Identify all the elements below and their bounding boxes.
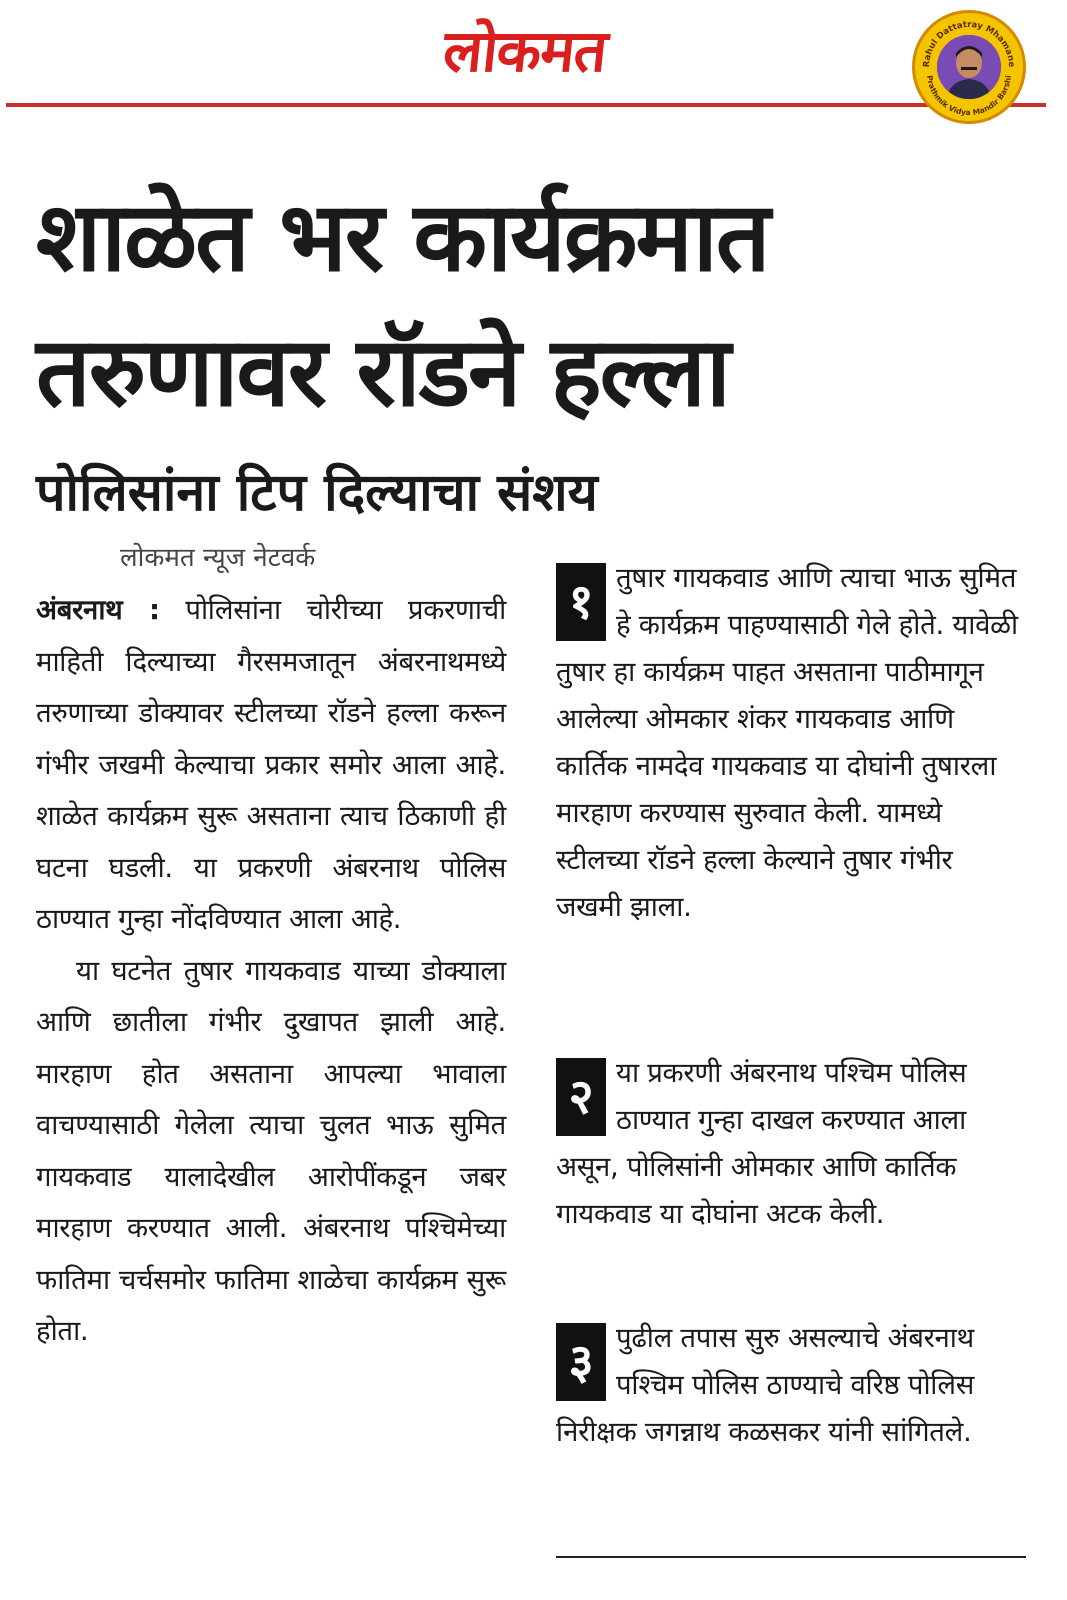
headline xyxy=(36,170,1036,440)
headline-line-2: तरुणावर रॉडने हल्ला xyxy=(36,316,729,428)
point-text: पुढील तपास सुरु असल्याचे अंबरनाथ पश्चिम पोलिस ठाण्याचे वरिष्ठ पोलिस निरीक्षक जगन्नाथ कळसकर यांनी सांगितले. xyxy=(556,1322,975,1448)
badge-name: Rahul Dattatray Mhamane xyxy=(921,19,1017,68)
point-number-badge: ३ xyxy=(556,1323,606,1401)
portrait-avatar xyxy=(937,35,1001,99)
author-badge xyxy=(912,10,1026,124)
point-text: या प्रकरणी अंबरनाथ पश्चिम पोलिस ठाण्यात गुन्हा दाखल करण्यात आला असून, पोलिसांनी ओमकार आणि कार्तिक गायकवाड या दोघांना अटक केली. xyxy=(556,1057,967,1230)
badge-school: Prathmik Vidya Mandir Barshi xyxy=(925,74,1013,118)
bottom-divider xyxy=(556,1556,1026,1558)
masthead-divider xyxy=(6,103,1046,107)
paragraph-1 xyxy=(36,585,506,946)
newspaper-logo: लोकमत xyxy=(440,17,610,85)
point-2 xyxy=(556,1050,1026,1238)
masthead xyxy=(0,0,1067,118)
person-icon xyxy=(937,35,1001,99)
point-1 xyxy=(556,555,1026,931)
dateline-place: अंबरनाथ : xyxy=(36,594,160,626)
point-number-badge: २ xyxy=(556,1058,606,1136)
point-text: तुषार गायकवाड आणि त्याचा भाऊ सुमित हे कार्यक्रम पाहण्यासाठी गेले होते. यावेळी तुषार हा कार्यक्रम पाहत असताना पाठीमागून आलेल्या ओमकार शंकर गायकवाड आणि कार्तिक नामदेव गायकवाड या दोघांनी तुषारला मारहाण करण्यास सुरुवात केली. यामध्ये स्टीलच्या रॉडने हल्ला केल्याने तुषार गंभीर जखमी झाला. xyxy=(556,562,1018,923)
article-body-left xyxy=(36,585,506,1358)
point-number-badge: १ xyxy=(556,563,606,641)
headline-line-1: शाळेत भर कार्यक्रमात xyxy=(36,181,769,293)
subheadline: पोलिसांना टिप दिल्याचा संशय xyxy=(36,463,598,523)
paragraph-1-text: पोलिसांना चोरीच्या प्रकरणाची माहिती दिल्याच्या गैरसमजातून अंबरनाथमध्ये तरुणाच्या डोक्यावर स्टीलच्या रॉडने हल्ला करून गंभीर जखमी केल्याचा प्रकार समोर आला आहे. शाळेत कार्यक्रम सुरू असताना त्याच ठिकाणी ही घटना घडली. या प्रकरणी अंबरनाथ पोलिस ठाण्यात गुन्हा नोंदविण्यात आला आहे. xyxy=(36,594,506,935)
byline: लोकमत न्यूज नेटवर्क xyxy=(120,543,316,573)
paragraph-2: या घटनेत तुषार गायकवाड याच्या डोक्याला आणि छातीला गंभीर दुखापत झाली आहे. मारहाण होत असताना आपल्या भावाला वाचण्यासाठी गेलेला त्याचा चुलत भाऊ सुमित गायकवाड यालादेखील आरोपींकडून जबर मारहाण करण्यात आली. अंबरनाथ पश्चिमेच्या फातिमा चर्चसमोर फातिमा शाळेचा कार्यक्रम सुरू होता. xyxy=(36,954,506,1347)
point-3 xyxy=(556,1315,1026,1456)
